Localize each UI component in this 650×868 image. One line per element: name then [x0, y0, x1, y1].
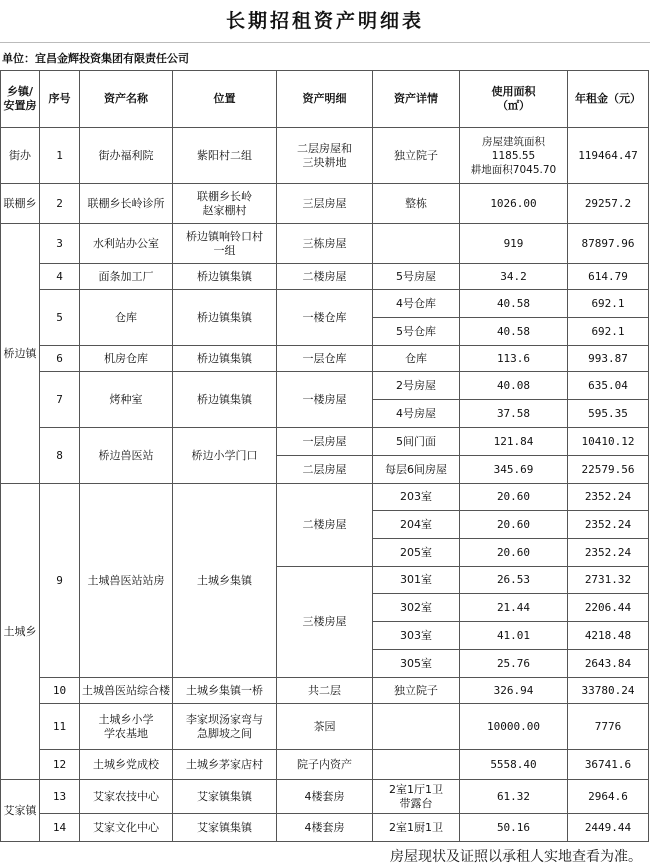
- info-cell: 5号仓库: [373, 318, 460, 346]
- location-cell: 紫阳村二组: [173, 128, 277, 184]
- page-title: 长期招租资产明细表: [225, 10, 424, 32]
- info-cell: [373, 224, 460, 264]
- area-cell: 61.32: [460, 780, 568, 814]
- info-cell: 5间门面: [373, 428, 460, 456]
- detail-cell: 二层房屋: [277, 456, 373, 484]
- info-cell: 2室1厨1卫: [373, 814, 460, 842]
- seq-cell: 6: [40, 346, 80, 372]
- location-cell: 桥边镇集镇: [173, 372, 277, 428]
- rent-cell: 36741.6: [568, 750, 649, 780]
- asset-table: [0, 70, 649, 842]
- info-cell: [373, 704, 460, 750]
- seq-cell: 4: [40, 264, 80, 290]
- info-cell: 独立院子: [373, 678, 460, 704]
- detail-cell: 院子内资产: [277, 750, 373, 780]
- name-cell: 仓库: [80, 290, 173, 346]
- detail-cell: 二楼房屋: [277, 264, 373, 290]
- info-cell: 301室: [373, 567, 460, 594]
- rent-cell: 10410.12: [568, 428, 649, 456]
- rent-cell: 635.04: [568, 372, 649, 400]
- name-cell: 街办福利院: [80, 128, 173, 184]
- name-cell: 水利站办公室: [80, 224, 173, 264]
- township-cell: 艾家镇: [1, 780, 40, 842]
- detail-cell: 一层房屋: [277, 428, 373, 456]
- area-cell: 37.58: [460, 400, 568, 428]
- info-cell: 203室: [373, 484, 460, 511]
- area-cell: 50.16: [460, 814, 568, 842]
- name-cell: 土城乡党成校: [80, 750, 173, 780]
- location-cell: 艾家镇集镇: [173, 780, 277, 814]
- area-cell: 26.53: [460, 567, 568, 594]
- rent-cell: 7776: [568, 704, 649, 750]
- township-cell: 土城乡: [1, 484, 40, 780]
- table-row: [1, 814, 649, 842]
- header-seq: 序号: [40, 71, 80, 128]
- name-cell: 烤种室: [80, 372, 173, 428]
- township-cell: 桥边镇: [1, 224, 40, 484]
- divider: [0, 42, 650, 43]
- area-cell: 5558.40: [460, 750, 568, 780]
- info-cell: 205室: [373, 539, 460, 567]
- township-cell: 联棚乡: [1, 184, 40, 224]
- seq-cell: 3: [40, 224, 80, 264]
- table-row: [1, 184, 649, 224]
- area-cell: 121.84: [460, 428, 568, 456]
- detail-cell: 茶园: [277, 704, 373, 750]
- header-info: 资产详情: [373, 71, 460, 128]
- area-cell: 21.44: [460, 594, 568, 622]
- name-cell: 艾家文化中心: [80, 814, 173, 842]
- name-cell: 土城兽医站综合楼: [80, 678, 173, 704]
- rent-cell: 2643.84: [568, 650, 649, 678]
- info-cell: 2室1厅1卫 带露台: [373, 780, 460, 814]
- location-cell: 土城乡集镇一桥: [173, 678, 277, 704]
- detail-cell: 4楼套房: [277, 780, 373, 814]
- rent-cell: 87897.96: [568, 224, 649, 264]
- name-cell: 桥边兽医站: [80, 428, 173, 484]
- area-cell: 40.58: [460, 318, 568, 346]
- header-name: 资产名称: [80, 71, 173, 128]
- seq-cell: 7: [40, 372, 80, 428]
- info-cell: 4号房屋: [373, 400, 460, 428]
- info-cell: [373, 750, 460, 780]
- table-row: [1, 264, 649, 290]
- detail-cell: 4楼套房: [277, 814, 373, 842]
- seq-cell: 10: [40, 678, 80, 704]
- location-cell: 李家坝汤家弯与 急脚坡之间: [173, 704, 277, 750]
- detail-cell: 一楼仓库: [277, 290, 373, 346]
- name-cell: 艾家农技中心: [80, 780, 173, 814]
- header-township: 乡镇/ 安置房: [1, 71, 40, 128]
- table-row: [1, 128, 649, 184]
- table-row: [1, 346, 649, 372]
- rent-cell: 692.1: [568, 290, 649, 318]
- info-cell: 303室: [373, 622, 460, 650]
- rent-cell: 2964.6: [568, 780, 649, 814]
- unit-label: 单位：宜昌金辉投资集团有限责任公司: [2, 52, 189, 65]
- rent-cell: 2352.24: [568, 539, 649, 567]
- rent-cell: 595.35: [568, 400, 649, 428]
- area-cell: 326.94: [460, 678, 568, 704]
- table-row: [1, 678, 649, 704]
- table-row: [1, 428, 649, 456]
- detail-cell: 一楼房屋: [277, 372, 373, 428]
- area-cell: 20.60: [460, 484, 568, 511]
- rent-cell: 2352.24: [568, 484, 649, 511]
- detail-cell: 二层房屋和 三块耕地: [277, 128, 373, 184]
- rent-cell: 692.1: [568, 318, 649, 346]
- location-cell: 桥边镇集镇: [173, 290, 277, 346]
- area-cell: 40.08: [460, 372, 568, 400]
- table-row: [1, 704, 649, 750]
- info-cell: 302室: [373, 594, 460, 622]
- seq-cell: 14: [40, 814, 80, 842]
- detail-cell: 共二层: [277, 678, 373, 704]
- table-row: [1, 750, 649, 780]
- rent-cell: 2206.44: [568, 594, 649, 622]
- info-cell: 204室: [373, 511, 460, 539]
- name-cell: 机房仓库: [80, 346, 173, 372]
- info-cell: 整栋: [373, 184, 460, 224]
- info-cell: 305室: [373, 650, 460, 678]
- seq-cell: 8: [40, 428, 80, 484]
- location-cell: 桥边镇集镇: [173, 346, 277, 372]
- info-cell: 4号仓库: [373, 290, 460, 318]
- table-row: [1, 290, 649, 318]
- area-cell: 1026.00: [460, 184, 568, 224]
- area-cell: 20.60: [460, 539, 568, 567]
- table-row: [1, 780, 649, 814]
- detail-cell: 一层仓库: [277, 346, 373, 372]
- rent-cell: 29257.2: [568, 184, 649, 224]
- seq-cell: 1: [40, 128, 80, 184]
- area-cell: 房屋建筑面积1185.55 耕地面积7045.70: [460, 128, 568, 184]
- area-cell: 113.6: [460, 346, 568, 372]
- rent-cell: 33780.24: [568, 678, 649, 704]
- info-cell: 独立院子: [373, 128, 460, 184]
- area-cell: 25.76: [460, 650, 568, 678]
- rent-cell: 993.87: [568, 346, 649, 372]
- location-cell: 桥边小学门口: [173, 428, 277, 484]
- detail-cell: 三栋房屋: [277, 224, 373, 264]
- rent-cell: 614.79: [568, 264, 649, 290]
- table-row: [1, 372, 649, 400]
- area-cell: 345.69: [460, 456, 568, 484]
- name-cell: 面条加工厂: [80, 264, 173, 290]
- area-cell: 40.58: [460, 290, 568, 318]
- footer-note: 房屋现状及证照以承租人实地查看为准。: [390, 849, 642, 865]
- info-cell: 5号房屋: [373, 264, 460, 290]
- township-cell: 街办: [1, 128, 40, 184]
- header-detail: 资产明细: [277, 71, 373, 128]
- detail-cell: 二楼房屋: [277, 484, 373, 567]
- rent-cell: 4218.48: [568, 622, 649, 650]
- rent-cell: 2731.32: [568, 567, 649, 594]
- name-cell: 土城兽医站站房: [80, 484, 173, 678]
- seq-cell: 2: [40, 184, 80, 224]
- area-cell: 10000.00: [460, 704, 568, 750]
- header-area: 使用面积 （㎡）: [460, 71, 568, 128]
- area-cell: 20.60: [460, 511, 568, 539]
- info-cell: 每层6间房屋: [373, 456, 460, 484]
- header-location: 位置: [173, 71, 277, 128]
- location-cell: 土城乡集镇: [173, 484, 277, 678]
- location-cell: 联棚乡长岭 赵家棚村: [173, 184, 277, 224]
- location-cell: 土城乡茅家店村: [173, 750, 277, 780]
- rent-cell: 2352.24: [568, 511, 649, 539]
- seq-cell: 13: [40, 780, 80, 814]
- name-cell: 土城乡小学 学农基地: [80, 704, 173, 750]
- seq-cell: 9: [40, 484, 80, 678]
- table-row: [1, 484, 649, 511]
- seq-cell: 11: [40, 704, 80, 750]
- area-cell: 41.01: [460, 622, 568, 650]
- area-cell: 919: [460, 224, 568, 264]
- table-header-row: [1, 71, 649, 128]
- rent-cell: 2449.44: [568, 814, 649, 842]
- area-cell: 34.2: [460, 264, 568, 290]
- location-cell: 艾家镇集镇: [173, 814, 277, 842]
- header-rent: 年租金（元）: [568, 71, 649, 128]
- rent-cell: 22579.56: [568, 456, 649, 484]
- detail-cell: 三楼房屋: [277, 567, 373, 678]
- seq-cell: 5: [40, 290, 80, 346]
- table-row: [1, 224, 649, 264]
- detail-cell: 三层房屋: [277, 184, 373, 224]
- location-cell: 桥边镇集镇: [173, 264, 277, 290]
- info-cell: 2号房屋: [373, 372, 460, 400]
- rent-cell: 119464.47: [568, 128, 649, 184]
- info-cell: 仓库: [373, 346, 460, 372]
- name-cell: 联棚乡长岭诊所: [80, 184, 173, 224]
- seq-cell: 12: [40, 750, 80, 780]
- location-cell: 桥边镇响铃口村 一组: [173, 224, 277, 264]
